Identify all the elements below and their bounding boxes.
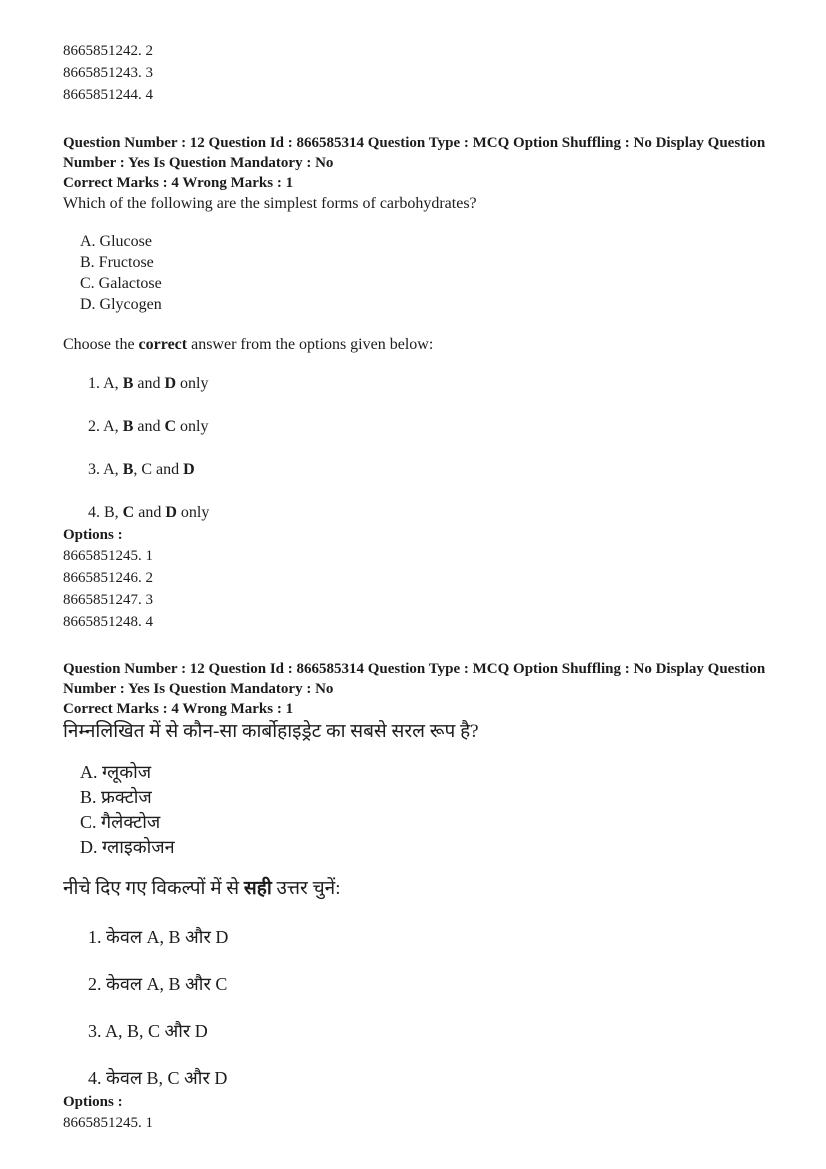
choice-row: 1. A, B and D only [88,375,209,392]
choice-row: 4. केवल B, C और D [88,1068,228,1088]
question-text: Which of the following are the simplest forms of carbohydrates? [63,195,477,212]
choice-row: 3. A, B, C और D [88,1021,208,1041]
list-item: A. Glucose [80,233,152,250]
statement-list [63,760,768,860]
answer-choices [63,373,768,524]
options-label: Options : [63,1094,123,1110]
choice-row: 2. A, B and C only [88,418,209,435]
option-id-line: 8665851247. 3 [63,592,153,608]
question-text: निम्नलिखित में से कौन-सा कार्बोहाइड्रेट का सबसे सरल रूप है? [63,721,479,742]
list-item: B. Fructose [80,254,154,271]
choose-instruction: नीचे दिए गए विकल्पों में से सही उत्तर चुनें: [63,878,341,899]
list-item: D. ग्लाइकोजन [80,837,175,857]
marks-line: Correct Marks : 4 Wrong Marks : 1 [63,701,294,717]
choose-instruction: Choose the correct answer from the options given below: [63,336,434,353]
list-item: D. Glycogen [80,296,162,313]
option-id-line: 8665851248. 4 [63,614,153,630]
option-id-line: 8665851246. 2 [63,570,153,586]
choice-row: 3. A, B, C and D [88,461,195,478]
option-id-list [63,545,768,633]
list-item: B. फ्रक्टोज [80,787,152,807]
options-label: Options : [63,527,123,543]
option-id-line: 8665851243. 3 [63,65,153,81]
option-id-line: 8665851242. 2 [63,43,153,59]
option-id-line: 8665851244. 4 [63,87,153,103]
question-block-hindi [63,659,768,1134]
choice-row: 2. केवल A, B और C [88,974,228,994]
marks-line: Correct Marks : 4 Wrong Marks : 1 [63,175,294,191]
statement-list [63,231,768,315]
choice-row: 1. केवल A, B और D [88,927,229,947]
option-id-list [63,1112,768,1134]
question-meta-header: Question Number : 12 Question Id : 866585314 Question Type : MCQ Option Shuffling : No Display Question Number : Yes Is Question Mandatory : No [63,661,766,697]
question-block-english [63,133,768,633]
option-id-line: 8665851245. 1 [63,548,153,564]
list-item: C. गैलेक्टोज [80,812,161,832]
list-item: C. Galactose [80,275,162,292]
list-item: A. ग्लूकोज [80,762,152,782]
option-id-line: 8665851245. 1 [63,1115,153,1131]
question-meta-header: Question Number : 12 Question Id : 866585314 Question Type : MCQ Option Shuffling : No Display Question Number : Yes Is Question Mandatory : No [63,135,766,171]
choice-row: 4. B, C and D only [88,504,210,521]
bold-word: सही [243,878,272,899]
prev-question-option-ids [63,40,768,106]
answer-choices [63,924,768,1091]
bold-word: correct [138,336,188,353]
